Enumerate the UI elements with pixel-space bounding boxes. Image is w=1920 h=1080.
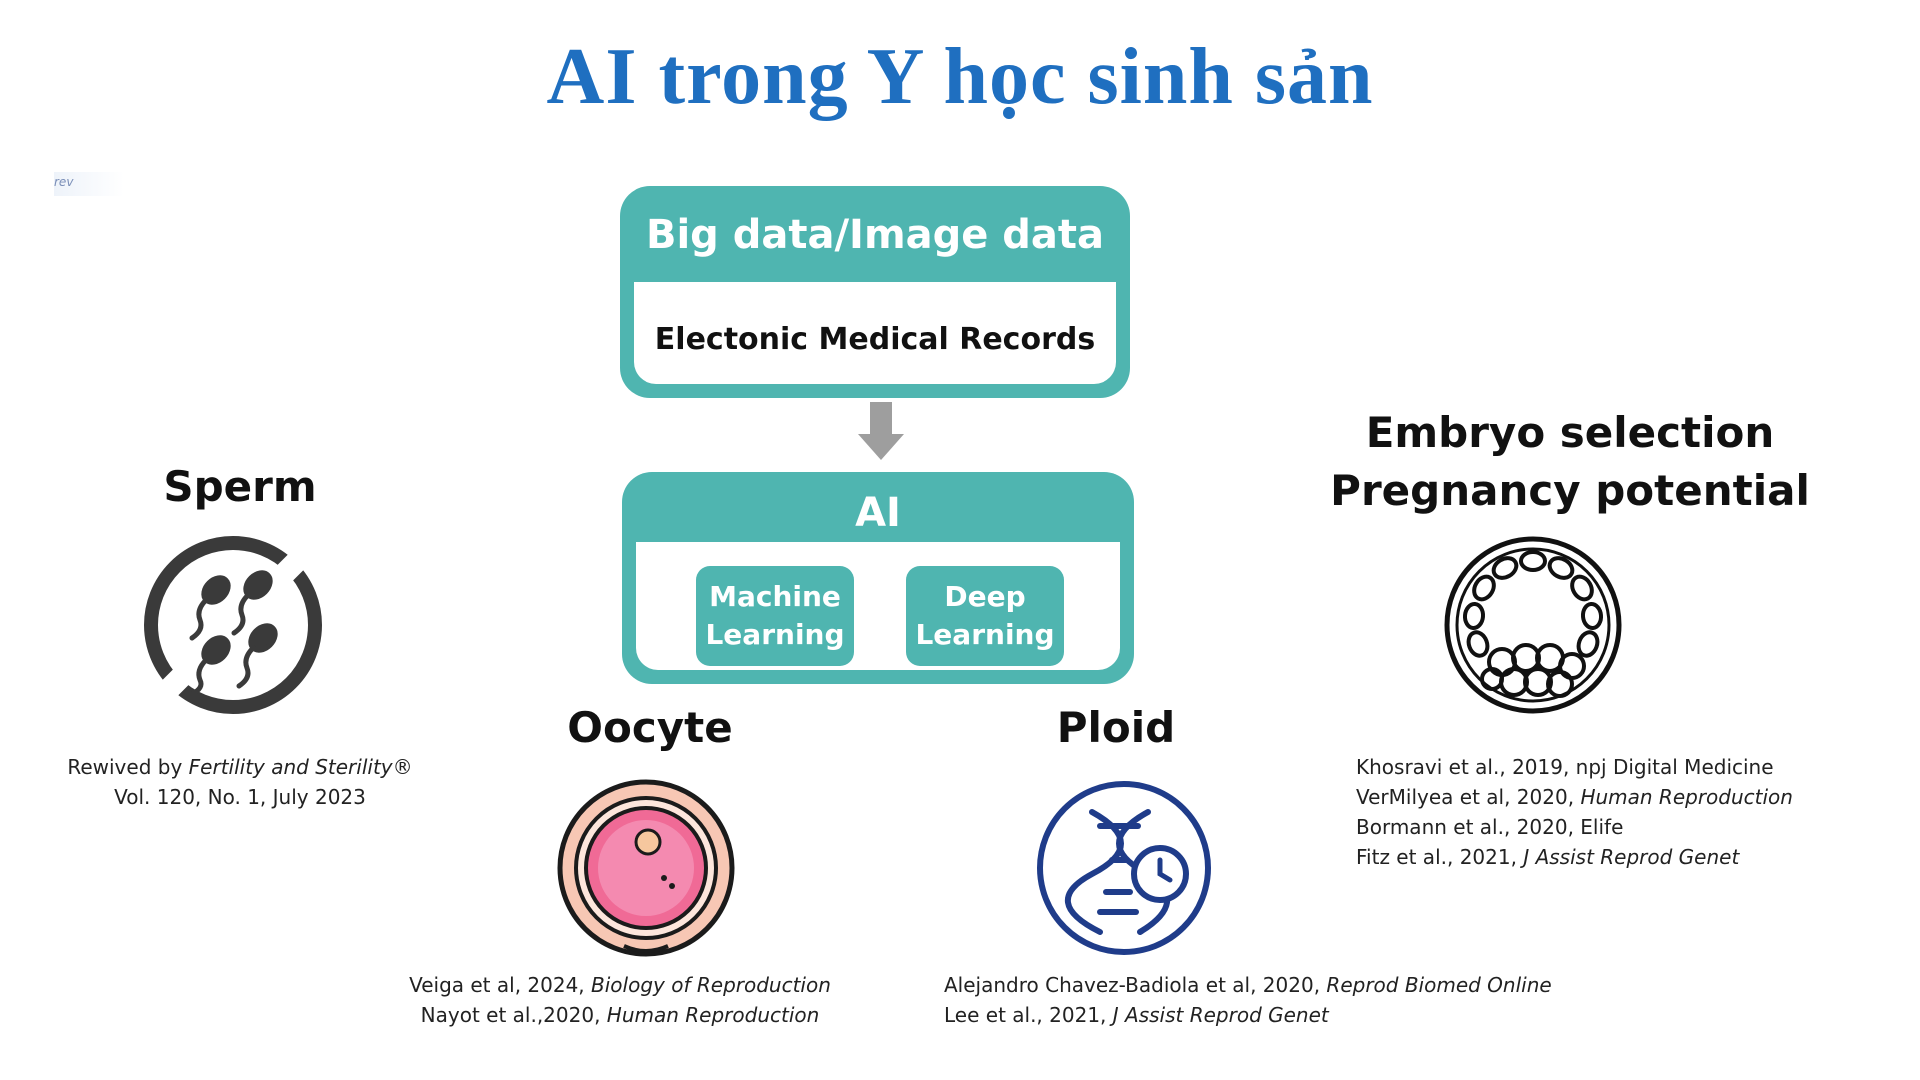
ploid-heading: Ploid [1056,703,1176,752]
oocyte-ref-line2 [380,1000,860,1030]
machine-learning-line2: Learning [705,618,845,651]
big-data-inner [634,282,1116,384]
embryo-ref-1-plain: Khosravi et al., 2019, npj Digital Medicine [1356,755,1774,779]
oocyte-ref-line1 [380,970,860,1000]
embryo-heading [1290,404,1850,520]
embryo-ref-line1 [1356,752,1896,782]
deep-learning-pill [906,566,1064,666]
down-arrow-icon [858,434,904,460]
ploid-ref-2-italic: J Assist Reprod Genet [1112,1003,1329,1027]
embryo-ref-2-italic: Human Reproduction [1580,785,1793,809]
oocyte-ref-1-plain: Veiga et al, 2024, [409,973,592,997]
ploid-ref-2-plain: Lee et al., 2021, [944,1003,1113,1027]
ploid-ref-line1 [944,970,1624,1000]
ploid-ref-1-plain: Alejandro Chavez-Badiola et al, 2020, [944,973,1327,997]
dna-clock-icon [1030,774,1218,962]
page-title: AI trong Y học sinh sản [546,33,1374,121]
big-data-box [620,186,1130,398]
sperm-heading: Sperm [163,462,317,511]
deep-learning-line2: Learning [915,618,1055,651]
ploid-ref-1-italic: Reprod Biomed Online [1326,973,1552,997]
sperm-ref-1-plain: Rewived by [67,755,189,779]
embryo-heading-line1: Embryo selection [1365,408,1775,457]
big-data-title: Big data/Image data [645,212,1105,258]
embryo-ref-line4 [1356,842,1896,872]
ai-title: AI [855,490,901,536]
machine-learning-line1: Machine [709,580,841,613]
embryo-icon [1442,534,1624,716]
deep-learning-line1: Deep [944,580,1026,613]
machine-learning-pill [696,566,854,666]
sperm-ref-line2 [40,782,440,812]
emr-label: Electonic Medical Records [654,322,1096,357]
ai-inner [636,542,1120,670]
embryo-ref-4-italic: J Assist Reprod Genet [1523,845,1740,869]
oocyte-ref-2-italic: Human Reproduction [606,1003,820,1027]
down-arrow-shaft [870,402,892,436]
embryo-ref-3-plain: Bormann et al., 2020, Elife [1356,815,1624,839]
oocyte-reference [380,970,860,1030]
oocyte-heading: Oocyte [567,703,733,752]
oocyte-ref-1-italic: Biology of Reproduction [591,973,831,997]
embryo-ref-4-plain: Fitz et al., 2021, [1356,845,1524,869]
embryo-heading-line2: Pregnancy potential [1330,466,1810,515]
sperm-ref-1-italic: Fertility and Sterility® [188,755,413,779]
image-fragment: rev [54,172,124,196]
sperm-ref-2-plain: Vol. 120, No. 1, July 2023 [114,785,366,809]
embryo-ref-line2 [1356,782,1896,812]
sperm-icon [138,530,328,720]
embryo-reference [1356,752,1896,872]
sperm-reference [40,752,440,812]
ai-box [622,472,1134,684]
sperm-ref-line1 [40,752,440,782]
oocyte-icon [552,774,740,962]
embryo-ref-2-plain: VerMilyea et al, 2020, [1356,785,1581,809]
ploid-ref-line2 [944,1000,1624,1030]
embryo-ref-line3 [1356,812,1896,842]
ploid-reference [944,970,1624,1030]
oocyte-ref-2-plain: Nayot et al.,2020, [420,1003,607,1027]
